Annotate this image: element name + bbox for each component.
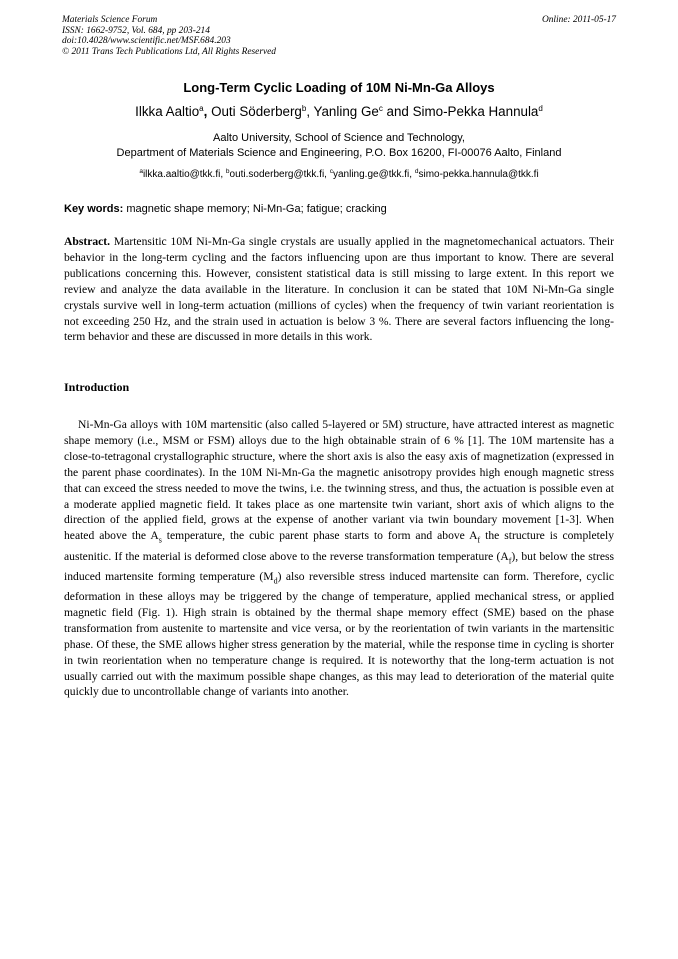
abstract-text: Martensitic 10M Ni-Mn-Ga single crystals are usually applied in the magnetomechanical actuators. Their behavior in the long-term cycling and the factors influencing upon are thus important to know. There are several publications concerning this. However, consistent statistical data is still missing to large extent. In this report we review and analyze the data available in the literature. In conclusion it can be stated that 10M Ni-Mn-Ga single crystals survive well in long-term actuation (millions of cycles) when the frequency of twin variant reorientation is not exceeding 250 Hz, and the strain used in actuation is below 3 %. There are several factors influencing the long-term behavior and these are discussed in more details in this work.: [64, 235, 614, 344]
abstract-label: Abstract.: [64, 235, 111, 248]
intro-text: temperature, the cubic parent phase starts to form and above A: [161, 529, 478, 543]
keywords-label: Key words:: [64, 203, 124, 215]
author-superscript: d: [538, 104, 543, 113]
keywords-text: magnetic shape memory; Ni-Mn-Ga; fatigue; cracking: [123, 203, 387, 215]
author-separator: ,: [203, 104, 208, 119]
author-superscript: b: [301, 104, 307, 113]
abstract: [64, 234, 614, 345]
subscript-f: f: [508, 555, 512, 565]
author-name: Outi Söderberg: [207, 104, 302, 119]
author-list: [0, 104, 678, 119]
introduction-paragraph: [64, 417, 614, 700]
email-superscript: b: [225, 168, 230, 175]
journal-header: [62, 15, 616, 57]
paper-title: Long-Term Cyclic Loading of 10M Ni-Mn-Ga Alloys: [183, 80, 495, 95]
email-superscript: c: [329, 168, 333, 175]
intro-text: the structure is completely austenitic. If the material is deformed close above to the reverse transformation temperature (A: [64, 529, 614, 563]
journal-name: Materials Science Forum: [62, 15, 158, 25]
subscript-s: s: [158, 535, 162, 545]
author-superscript: a: [199, 104, 204, 113]
author-name: and Simo-Pekka Hannula: [382, 104, 539, 119]
section-heading-introduction: Introduction: [64, 380, 130, 394]
author-superscript: c: [378, 104, 383, 113]
affiliation-line-1: Aalto University, School of Science and Technology,: [213, 132, 465, 144]
email-address[interactable]: yanling.ge@tkk.fi,: [332, 169, 415, 180]
affiliation-line-2: Department of Materials Science and Engineering, P.O. Box 16200, FI-00076 Aalto, Finland: [116, 147, 562, 159]
email-address[interactable]: ilkka.aaltio@tkk.fi,: [142, 169, 226, 180]
author-name: Ilkka Aaltio: [135, 104, 200, 119]
online-date: Online: 2011-05-17: [541, 15, 616, 25]
email-address[interactable]: simo-pekka.hannula@tkk.fi: [418, 169, 539, 180]
email-list: [0, 168, 678, 180]
doi-line: doi:10.4028/www.scientific.net/MSF.684.203: [62, 36, 231, 47]
subscript-d: d: [273, 576, 278, 586]
intro-text: Ni-Mn-Ga alloys with 10M martensitic (also called 5-layered or 5M) structure, have attracted interest as magnetic shape memory (i.e., MSM or FSM) alloys due to the high obtainable strain of 6 % [1]. The 10M martensite has a close-to-tetragonal crystallographic structure, where the short axis is also the easy axis of magnetization (expressed in the parent phase coordinates). In the 10M Ni-Mn-Ga the magnetic anisotropy provides high enough magnetic stress that can exceed the stress needed to move the twins, i.e. the twinning stress, and thus, the actuation is possible even at a moderate applied magnetic field. It takes place as one martensite twin variant, short axis of which aligns to the direction of the applied field, grows at the expense of another variant via twin boundary movement [1-3]. When heated above the A: [64, 418, 614, 543]
keywords: [64, 203, 614, 215]
email-address[interactable]: outi.soderberg@tkk.fi,: [229, 169, 330, 180]
issn-line: ISSN: 1662-9752, Vol. 684, pp 203-214: [62, 25, 210, 36]
copyright-line: © 2011 Trans Tech Publications Ltd, All Rights Reserved: [62, 46, 276, 57]
email-superscript: d: [414, 168, 419, 175]
intro-text: ) also reversible stress induced martensite can form. Therefore, cyclic deformation in these alloys may be triggered by the change of temperature, applied mechanical stress, or applied magnetic field (Fig. 1). High strain is obtained by the thermal shape memory effect (SME) based on the phase transformation from austenite to martensite and vice versa, or by the reorientation of twin variants in the martensitic phase. Of these, the SME allows higher stress generation by the material, while the response time in cycling is shorter in twin reorientation when no temperature change is required. It is noteworthy that the long-term actuation is not usually carried out with the maximum possible shape changes, as this may lead to deterioration of the material quite quickly due to uncontrollable change of variants into another.: [64, 569, 614, 699]
intro-text: ), but below the stress induced martensite forming temperature (M: [64, 549, 614, 583]
subscript-f: f: [477, 535, 481, 545]
email-superscript: a: [139, 168, 143, 175]
author-name: , Yanling Ge: [306, 104, 379, 119]
